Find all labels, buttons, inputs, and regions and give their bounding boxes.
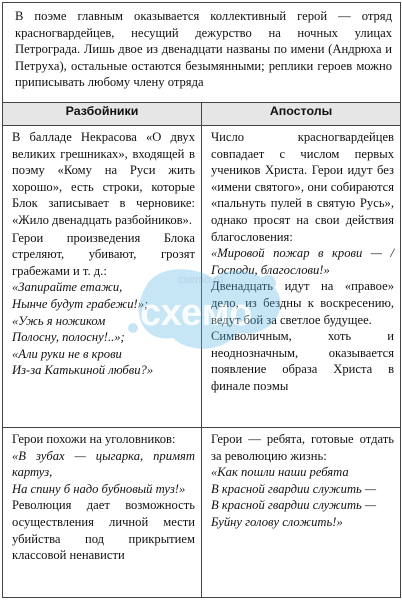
intro-cell: [3, 3, 401, 103]
robbers-cell-2: [3, 428, 202, 598]
robbers-paragraph-3: Герои похожи на уголовников:: [12, 432, 176, 446]
robbers-paragraph-2: Герои произведения Блока стреляют, убивают, грозят грабежами и т. д.:: [12, 230, 195, 278]
robbers-quote-1: «Запирайте етажи, Нынче будут грабежи!»;: [12, 280, 149, 311]
apostles-paragraph-1: Число красногвардейцев совпадает с числом первых учеников Христа. Герои идут без «имени святого», они собираются «пальнуть пулей в святую Русь», однако просят на свои действия благословения:: [211, 130, 395, 244]
comparison-table: [2, 2, 401, 598]
apostles-quote-2: «Как пошли наши ребята В красной гвардии служить — В красной гвардии служить — Буйну голову сложить!»: [211, 465, 377, 529]
robbers-quote-3: «Али руки не в крови Из-за Катькиной любви?»: [12, 346, 154, 378]
apostles-quote-1: «Мировой пожар в крови — / Господи, благослови!»: [211, 246, 395, 277]
apostles-cell-1: [202, 126, 401, 428]
watermark-text: схемо: [140, 292, 253, 334]
watermark-site: cxemo.ru: [178, 274, 224, 286]
apostles-cell-2: [202, 428, 401, 598]
header-robbers: Разбойники: [3, 103, 202, 126]
robbers-cell-1: [3, 126, 202, 428]
apostles-paragraph-4: Герои — ребята, готовые отдать за революцию жизнь:: [211, 432, 395, 463]
intro-text: В поэме главным оказывается коллективный герой — отряд красногвардейцев, несущий дежурство на ночных улицах Петрограда. Лишь двое из двенадцати названы по имени (Андрюха и Петруха), остальные остаются безымянными; реплики героев можно приписывать любому члену отряда: [15, 9, 393, 90]
robbers-quote-4: «В зубах — цыгарка, примят картуз, На спину б надо бубновый туз!»: [12, 448, 195, 496]
robbers-paragraph-4: Революция дает возможность осуществления личной мести убийства под прикрытием классовой ненависти: [12, 498, 195, 563]
apostles-paragraph-2: Двенадцать идут на «правое» дело, из бездны к воскресению, ведут бой за светлое будущее.: [211, 279, 395, 327]
robbers-paragraph-1: В балладе Некрасова «О двух великих грешниках», входящей в поэму «Кому на Руси жить хорошо», есть строки, которые Блок записывает в черновике: «Жило двенадцать разбойников».: [12, 130, 195, 227]
header-apostles: Апостолы: [202, 103, 401, 126]
robbers-quote-2: «Ужь я ножиком Полосну, полосну!..»;: [12, 313, 125, 345]
apostles-paragraph-3: Символичным, хоть и неоднозначным, оказывается появление образа Христа в финале поэмы: [211, 329, 395, 393]
